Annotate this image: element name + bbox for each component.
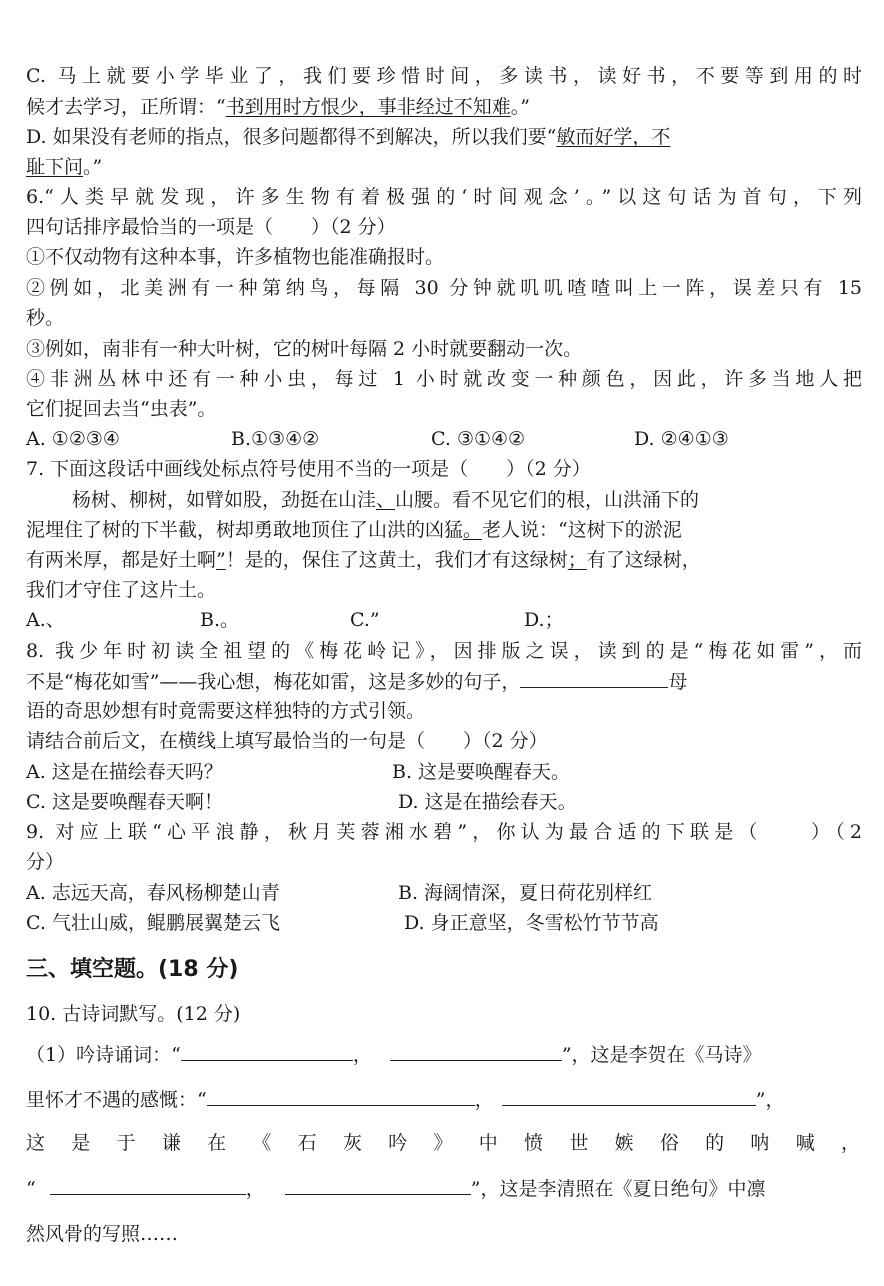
q6-option-b: B.①③④② — [231, 428, 320, 450]
text: 。” — [83, 156, 103, 178]
text: ！是的，保住了这黄土，我们才有这绿树 — [225, 549, 568, 571]
q6-stem-line2: 四句话排序最恰当的一项是（ ）（2 分） — [26, 216, 396, 238]
underlined-punctuation: ； — [567, 549, 587, 571]
q7-stem: 7. 下面这段话中画线处标点符号使用不当的一项是（ ）（2 分） — [26, 458, 591, 480]
q9-option-c: C. 气壮山威，鲲鹏展翼楚云飞 — [26, 912, 280, 934]
q9-option-d: D. 身正意坚，冬雪松竹节节高 — [404, 912, 659, 934]
q8-option-b: B. 这是要唤醒春天。 — [392, 761, 571, 783]
q6-stem-line1: 6.“人类早就发现，许多生物有着极强的‘时间观念’。”以这句话为首句，下列 — [26, 186, 862, 208]
q5-option-d-line2 — [26, 155, 862, 179]
answer-blank[interactable] — [50, 1176, 246, 1195]
q8-line2 — [26, 669, 862, 694]
q9-option-b: B. 海阔情深，夏日荷花别样红 — [398, 882, 653, 904]
answer-blank[interactable] — [390, 1042, 562, 1061]
q6-sentence-2-line2: 秒。 — [26, 307, 65, 329]
text: ”，这是李清照在《夏日绝句》中凛 — [470, 1178, 766, 1200]
q7-option-d: D.； — [524, 609, 564, 631]
text: 山腰。看不见它们的根，山洪涌下的 — [395, 489, 700, 511]
q8-option-a: A. 这是在描绘春天吗？ — [26, 761, 223, 783]
answer-blank[interactable] — [502, 1087, 756, 1106]
q9-option-a: A. 志远天高，春风杨柳楚山青 — [26, 882, 280, 904]
text: ， — [352, 1044, 372, 1066]
underlined-quote: 敏而好学，不 — [556, 126, 671, 148]
text: D. 如果没有老师的指点，很多问题都得不到解决，所以我们要“ — [26, 126, 557, 148]
text: 不是“梅花如雪”——我心想，梅花如雷，这是多妙的句子， — [26, 671, 521, 693]
text: （1）吟诗诵词：“ — [26, 1044, 181, 1066]
q9-line2: 分） — [26, 851, 65, 873]
q5-option-d-line1 — [26, 125, 862, 149]
q10-line3: 这是于谦在《石灰吟》中愤世嫉俗的呐喊， — [26, 1132, 862, 1154]
text: 。” — [510, 96, 530, 118]
q10-line1 — [26, 1042, 862, 1067]
text: 杨树、柳树，如臂如股，劲挺在山洼 — [72, 489, 377, 511]
text: 里怀才不遇的感慨：“ — [26, 1089, 207, 1111]
q5-option-c-line1: C. 马上就要小学毕业了，我们要珍惜时间，多读书，读好书，不要等到用的时 — [26, 65, 862, 87]
q6-sentence-4-line1: ④非洲丛林中还有一种小虫，每过 1 小时就改变一种颜色，因此，许多当地人把 — [26, 368, 862, 390]
underlined-punctuation: 、 — [376, 489, 396, 511]
text: 有了这绿树， — [586, 549, 701, 571]
text: ， — [474, 1089, 494, 1111]
section-heading: 三、填空题。(18 分) — [26, 957, 239, 982]
q6-sentence-1: ①不仅动物有这种本事，许多植物也能准确报时。 — [26, 246, 445, 268]
q7-passage-line1 — [72, 488, 862, 512]
text: 有两米厚，都是好土啊 — [26, 549, 217, 571]
text: 老人说：“这树下的淤泥 — [482, 519, 682, 541]
underlined-quote: 耻下问 — [26, 156, 84, 178]
q5-option-c-line2 — [26, 95, 862, 119]
text: ”，这是李贺在《马诗》 — [561, 1044, 762, 1066]
text: ”， — [755, 1089, 785, 1111]
answer-blank[interactable] — [520, 669, 668, 688]
q6-option-c: C. ③①④② — [431, 428, 526, 450]
q7-option-a: A.、 — [26, 609, 65, 631]
q7-option-c: C.” — [350, 609, 380, 631]
q8-line1: 8. 我少年时初读全祖望的《梅花岭记》，因排版之误，读到的是“梅花如雷”，而 — [26, 640, 862, 662]
text: 泥埋住了树的下半截，树却勇敢地顶住了山洪的凶猛 — [26, 519, 464, 541]
q6-sentence-3: ③例如，南非有一种大叶树，它的树叶每隔 2 小时就要翻动一次。 — [26, 338, 583, 360]
q7-option-b: B.。 — [200, 609, 240, 631]
underlined-punctuation: 。 — [463, 519, 483, 541]
q8-option-c: C. 这是要唤醒春天啊！ — [26, 791, 223, 813]
q6-sentence-2-line1: ②例如，北美洲有一种第纳鸟，每隔 30 分钟就叽叽喳喳叫上一阵，误差只有 15 — [26, 277, 862, 299]
answer-blank[interactable] — [207, 1087, 475, 1106]
q10-line2 — [26, 1087, 862, 1112]
text: ， — [245, 1178, 265, 1200]
q10-stem: 10. 古诗词默写。(12 分) — [26, 1003, 241, 1025]
q6-option-a: A. ①②③④ — [26, 428, 120, 450]
q8-option-d: D. 这是在描绘春天。 — [398, 791, 577, 813]
underlined-quote: 书到用时方恨少，事非经过不知难 — [225, 96, 511, 118]
q10-line5: 然风骨的写照…… — [26, 1223, 179, 1245]
q8-line3: 语的奇思妙想有时竟需要这样独特的方式引领。 — [26, 700, 426, 722]
q6-option-d: D. ②④①③ — [634, 428, 729, 450]
answer-blank[interactable] — [181, 1042, 353, 1061]
answer-blank[interactable] — [285, 1176, 471, 1195]
text: 母 — [668, 671, 688, 693]
q9-line1: 9. 对应上联“心平浪静，秋月芙蓉湘水碧”，你认为最合适的下联是（ ）（2 — [26, 821, 862, 843]
q7-passage-line2 — [26, 518, 862, 542]
underlined-punctuation: ” — [216, 549, 226, 571]
text: “ — [26, 1178, 36, 1200]
q8-line4: 请结合前后文，在横线上填写最恰当的一句是（ ）（2 分） — [26, 730, 548, 752]
text: 候才去学习，正所谓：“ — [26, 96, 226, 118]
q6-sentence-4-line2: 它们捉回去当“虫表”。 — [26, 398, 217, 420]
q10-line4 — [26, 1176, 862, 1201]
q7-passage-line4: 我们才守住了这片土。 — [26, 579, 217, 601]
q7-passage-line3 — [26, 548, 862, 572]
